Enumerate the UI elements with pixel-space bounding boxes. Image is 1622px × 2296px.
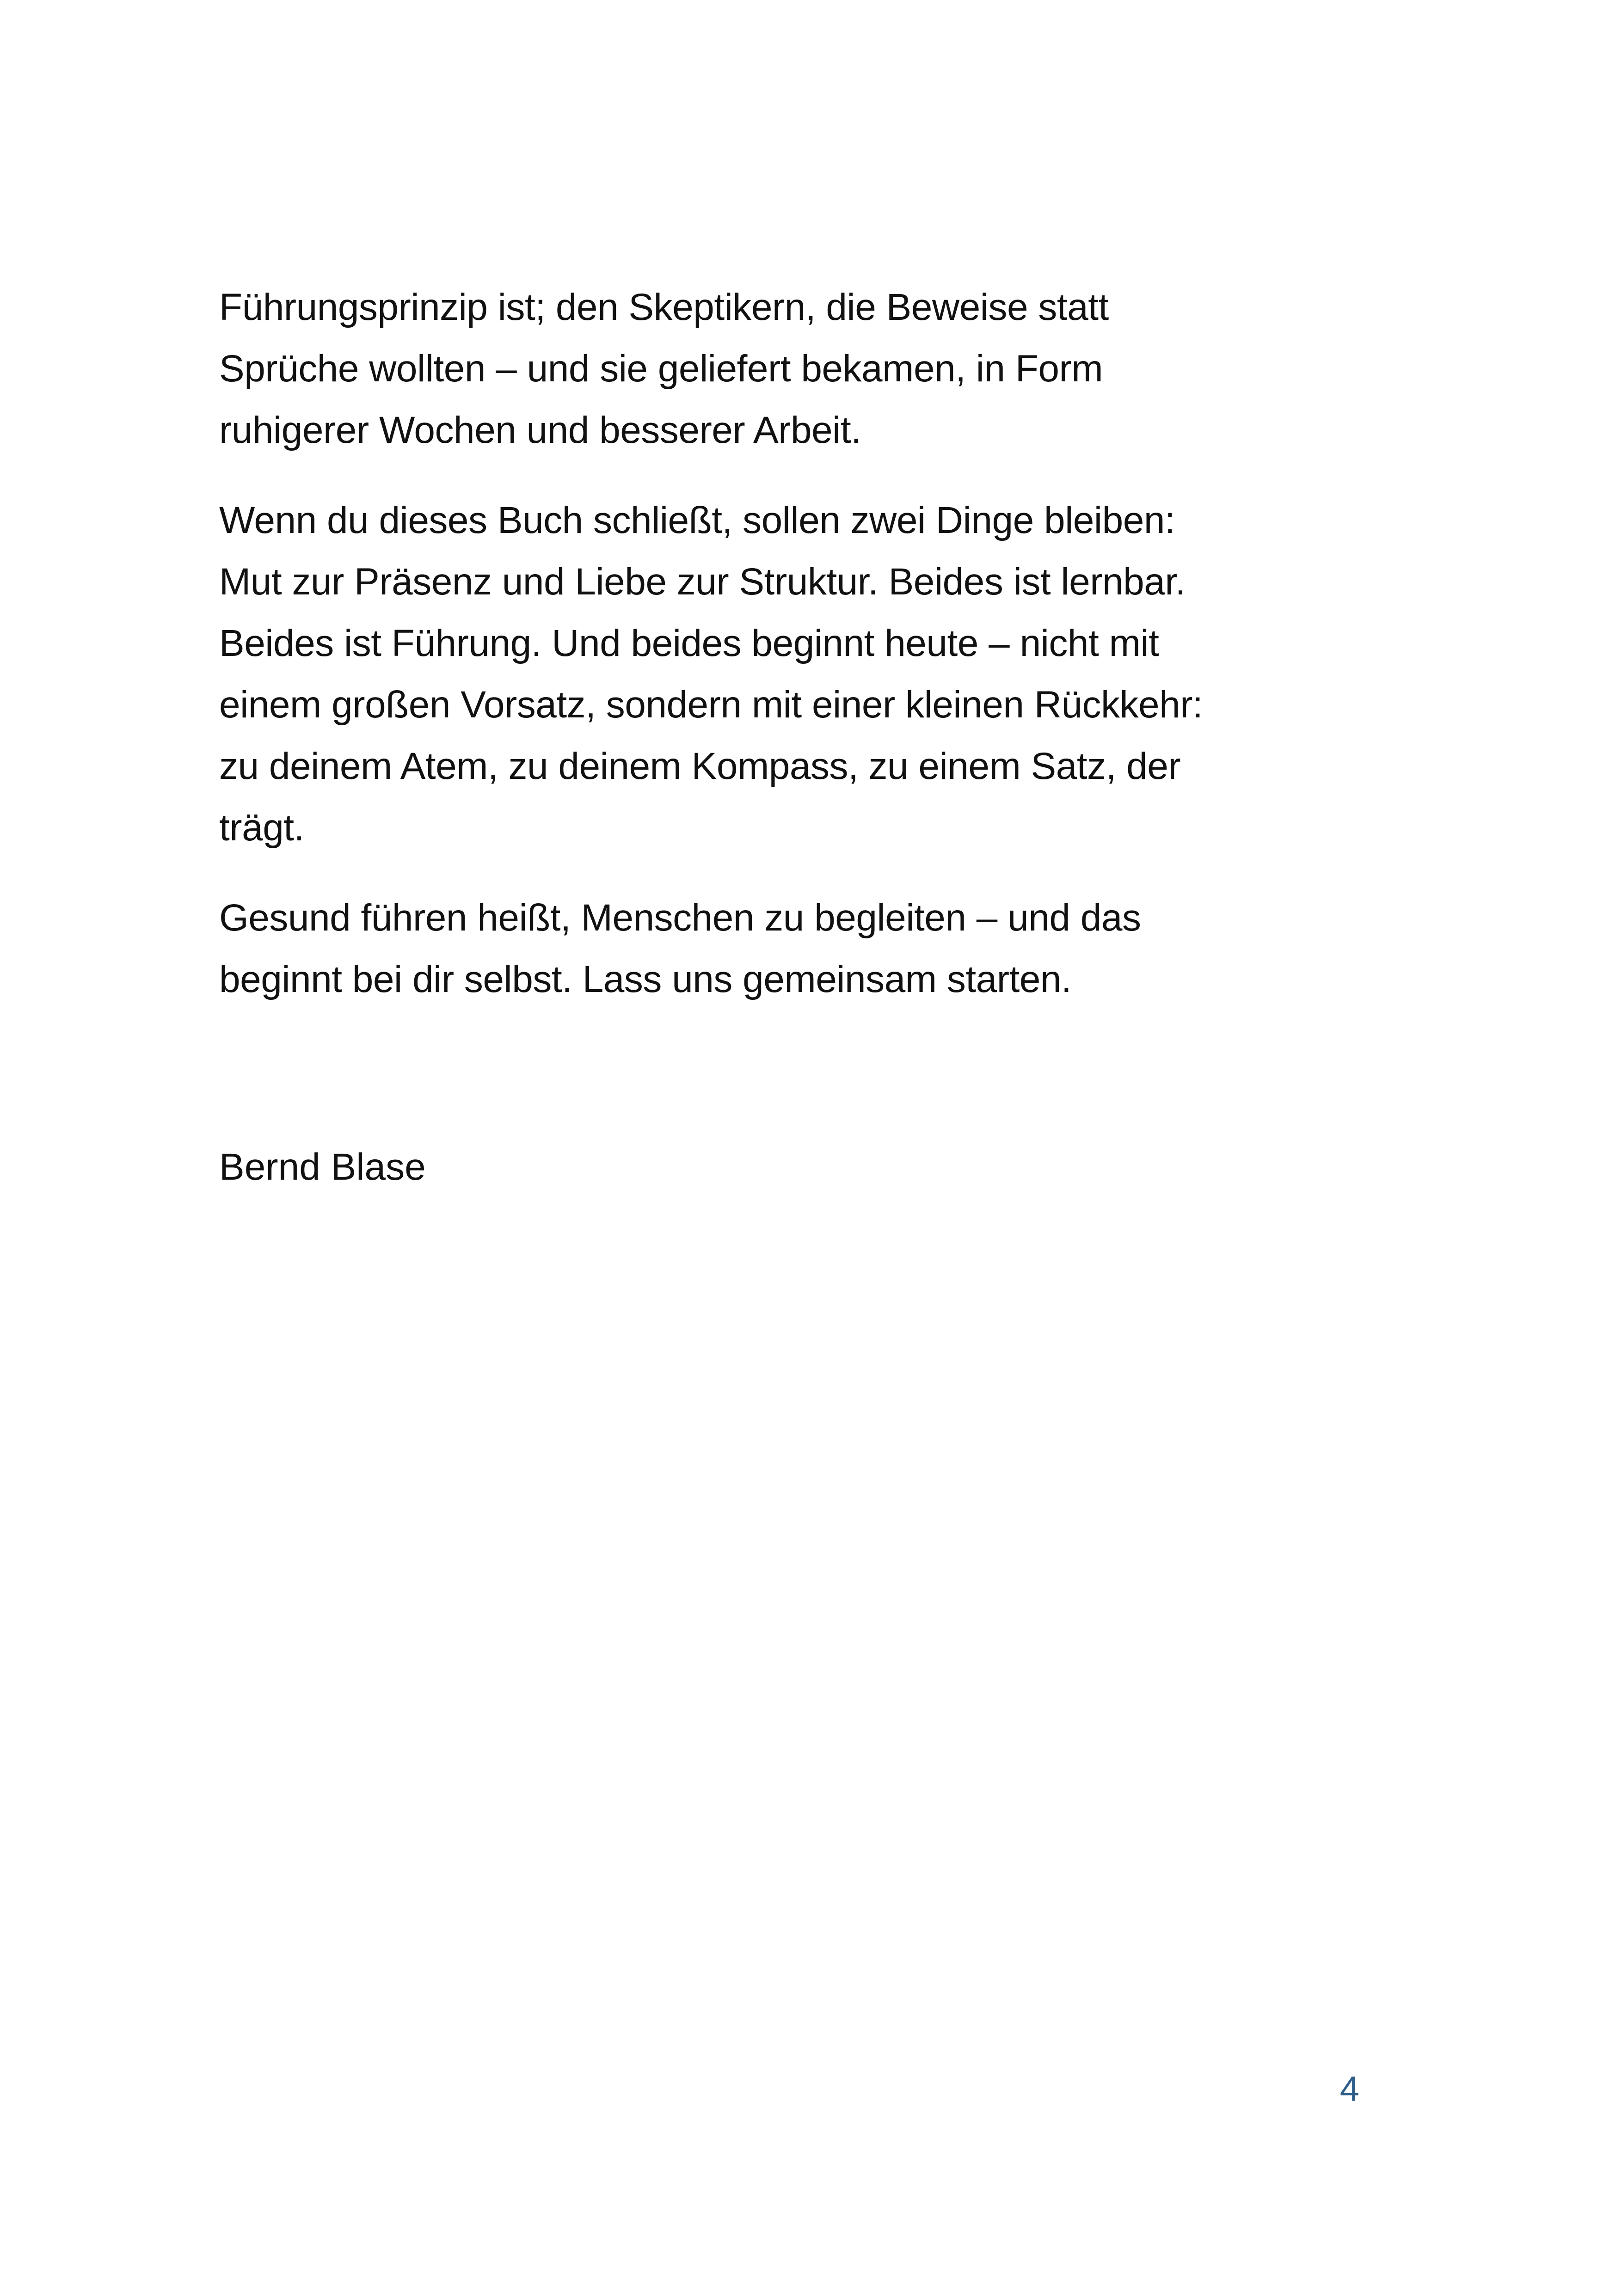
text-line: trägt.	[219, 807, 304, 849]
text-line: einem großen Vorsatz, sondern mit einer kleinen Rückkehr:	[219, 684, 1203, 726]
text-line: Sprüche wollten – und sie geliefert bekamen, in Form	[219, 348, 1103, 390]
text-line: Gesund führen heißt, Menschen zu begleiten – und das	[219, 897, 1141, 939]
paragraph	[219, 887, 1403, 1010]
paragraph	[219, 276, 1403, 461]
text-line: Wenn du dieses Buch schließt, sollen zwei Dinge bleiben:	[219, 499, 1175, 541]
text-line: zu deinem Atem, zu deinem Kompass, zu einem Satz, der	[219, 745, 1181, 787]
text-line: ruhigerer Wochen und besserer Arbeit.	[219, 409, 861, 451]
body-text	[219, 276, 1403, 1010]
text-line: Führungsprinzip ist; den Skeptikern, die Beweise statt	[219, 286, 1109, 328]
text-line: Beides ist Führung. Und beides beginnt heute – nicht mit	[219, 622, 1159, 664]
paragraph-spacer	[219, 858, 1403, 887]
text-line: Mut zur Präsenz und Liebe zur Struktur. Beides ist lernbar.	[219, 561, 1186, 603]
author-signature: Bernd Blase	[219, 1146, 426, 1188]
text-line: beginnt bei dir selbst. Lass uns gemeinsam starten.	[219, 958, 1072, 1000]
paragraph	[219, 490, 1403, 858]
page-number: 4	[1339, 2069, 1359, 2109]
paragraph-spacer	[219, 461, 1403, 490]
